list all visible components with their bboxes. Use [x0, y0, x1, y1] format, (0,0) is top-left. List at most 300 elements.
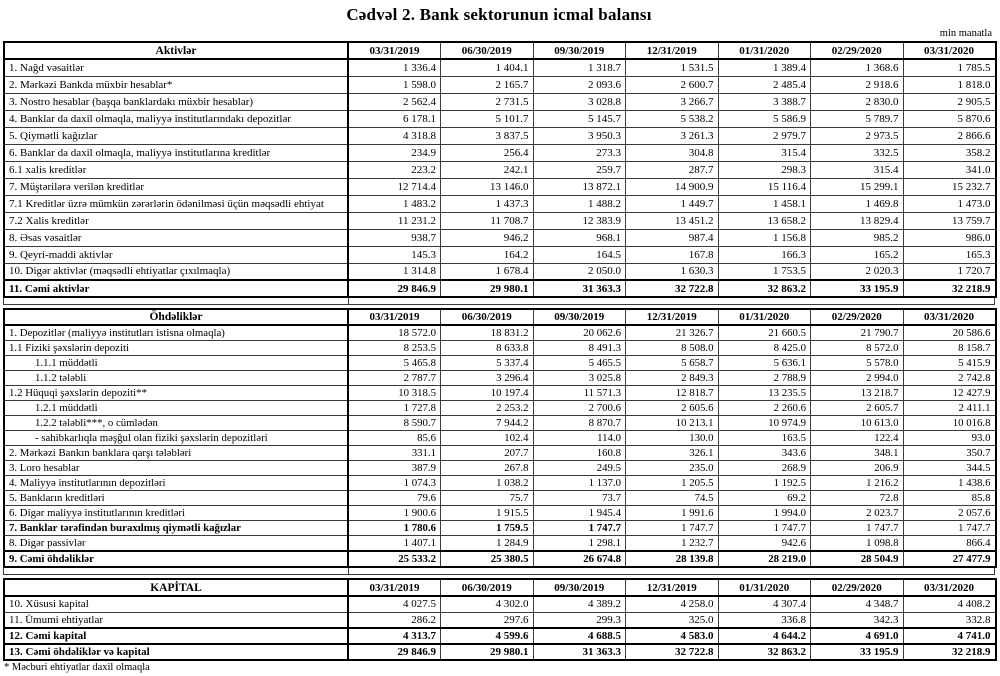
value-cell: 27 477.9 — [903, 551, 996, 567]
table-row — [4, 416, 996, 431]
value-cell: 987.4 — [626, 229, 719, 246]
value-cell: 21 326.7 — [626, 325, 719, 341]
value-cell: 1 038.2 — [441, 476, 534, 491]
row-label: 7. Müştərilərə verilən kreditlər — [4, 178, 348, 195]
value-cell: 25 533.2 — [348, 551, 441, 567]
value-cell: 29 980.1 — [441, 280, 534, 297]
value-cell: 2 918.6 — [811, 76, 904, 93]
value-cell: 2 905.5 — [903, 93, 996, 110]
value-cell: 4 258.0 — [626, 596, 719, 612]
value-cell: 1 216.2 — [811, 476, 904, 491]
section-spacer — [3, 298, 995, 305]
column-header: 01/31/2020 — [718, 42, 811, 59]
row-label: 5. Qiymətli kağızlar — [4, 127, 348, 144]
value-cell: 315.4 — [811, 161, 904, 178]
liabilities-table — [3, 308, 997, 568]
row-label: 10. Xüsusi kapital — [4, 596, 348, 612]
value-cell: 13 872.1 — [533, 178, 626, 195]
value-cell: 286.2 — [348, 612, 441, 628]
value-cell: 145.3 — [348, 246, 441, 263]
column-header: 02/29/2020 — [811, 42, 904, 59]
row-label: 1.1 Fiziki şəxslərin depoziti — [4, 341, 348, 356]
value-cell: 1 747.7 — [533, 521, 626, 536]
value-cell: 8 425.0 — [718, 341, 811, 356]
value-cell: 1 156.8 — [718, 229, 811, 246]
value-cell: 343.6 — [718, 446, 811, 461]
table-row — [4, 536, 996, 552]
value-cell: 1 747.7 — [718, 521, 811, 536]
value-cell: 2 787.7 — [348, 371, 441, 386]
value-cell: 32 218.9 — [903, 644, 996, 660]
value-cell: 249.5 — [533, 461, 626, 476]
value-cell: 5 145.7 — [533, 110, 626, 127]
table-row — [4, 371, 996, 386]
value-cell: 166.3 — [718, 246, 811, 263]
value-cell: 2 600.7 — [626, 76, 719, 93]
row-label: 1. Depozitlər (maliyyə institutları istisna olmaqla) — [4, 325, 348, 341]
value-cell: 2 866.6 — [903, 127, 996, 144]
value-cell: 4 741.0 — [903, 628, 996, 644]
value-cell: 5 465.5 — [533, 356, 626, 371]
table-row — [4, 161, 996, 178]
footnote-cutoff: * Məcburi ehtiyatlar daxil olmaqla — [4, 662, 150, 673]
value-cell: 11 708.7 — [441, 212, 534, 229]
value-cell: 11 571.3 — [533, 386, 626, 401]
value-cell: 13 218.7 — [811, 386, 904, 401]
row-label: 3. Nostro hesablar (başqa banklardakı müxbir hesablar) — [4, 93, 348, 110]
row-label: 1.2.2 tələbli***, o cümlədən — [4, 416, 348, 431]
value-cell: 1 368.6 — [811, 59, 904, 76]
value-cell: 5 789.7 — [811, 110, 904, 127]
value-cell: 5 870.6 — [903, 110, 996, 127]
value-cell: 223.2 — [348, 161, 441, 178]
section-header-capital: KAPİTAL — [4, 579, 348, 596]
value-cell: 165.2 — [811, 246, 904, 263]
value-cell: 1 298.1 — [533, 536, 626, 552]
row-label: 8. Əsas vəsaitlər — [4, 229, 348, 246]
spacer-divider — [348, 568, 349, 574]
value-cell: 12 714.4 — [348, 178, 441, 195]
value-cell: 2 788.9 — [718, 371, 811, 386]
value-cell: 4 691.0 — [811, 628, 904, 644]
value-cell: 1 915.5 — [441, 506, 534, 521]
value-cell: 331.1 — [348, 446, 441, 461]
value-cell: 164.2 — [441, 246, 534, 263]
value-cell: 387.9 — [348, 461, 441, 476]
value-cell: 32 218.9 — [903, 280, 996, 297]
page-title: Cədvəl 2. Bank sektorunun icmal balansı — [346, 5, 652, 24]
value-cell: 32 722.8 — [626, 644, 719, 660]
row-label: 6. Digər maliyyə institutlarının kreditləri — [4, 506, 348, 521]
row-label: 8. Digər passivlər — [4, 536, 348, 552]
value-cell: 3 837.5 — [441, 127, 534, 144]
value-cell: 167.8 — [626, 246, 719, 263]
value-cell: 12 427.9 — [903, 386, 996, 401]
row-label: 3. Loro hesablar — [4, 461, 348, 476]
value-cell: 2 485.4 — [718, 76, 811, 93]
value-cell: 4 307.4 — [718, 596, 811, 612]
value-cell: 21 660.5 — [718, 325, 811, 341]
value-cell: 4 027.5 — [348, 596, 441, 612]
value-cell: 29 846.9 — [348, 644, 441, 660]
value-cell: 5 415.9 — [903, 356, 996, 371]
value-cell: 1 678.4 — [441, 263, 534, 280]
table-row — [4, 280, 996, 297]
value-cell: 267.8 — [441, 461, 534, 476]
value-cell: 2 973.5 — [811, 127, 904, 144]
row-label: 10. Digər aktivlər (məqsədli ehtiyatlar çıxılmaqla) — [4, 263, 348, 280]
value-cell: 2 057.6 — [903, 506, 996, 521]
value-cell: 344.5 — [903, 461, 996, 476]
table-row — [4, 401, 996, 416]
table-row — [4, 628, 996, 644]
value-cell: 942.6 — [718, 536, 811, 552]
value-cell: 4 318.8 — [348, 127, 441, 144]
value-cell: 18 572.0 — [348, 325, 441, 341]
column-header: 06/30/2019 — [441, 42, 534, 59]
row-label: 2. Mərkəzi Bankda müxbir hesablar* — [4, 76, 348, 93]
value-cell: 2 093.6 — [533, 76, 626, 93]
value-cell: 85.8 — [903, 491, 996, 506]
value-cell: 1 991.6 — [626, 506, 719, 521]
value-cell: 74.5 — [626, 491, 719, 506]
value-cell: 2 411.1 — [903, 401, 996, 416]
value-cell: 11 231.2 — [348, 212, 441, 229]
row-label: 13. Cəmi öhdəliklər və kapital — [4, 644, 348, 660]
value-cell: 8 508.0 — [626, 341, 719, 356]
capital-table — [3, 578, 997, 661]
value-cell: 13 658.2 — [718, 212, 811, 229]
value-cell: 13 146.0 — [441, 178, 534, 195]
value-cell: 332.5 — [811, 144, 904, 161]
value-cell: 1 747.7 — [903, 521, 996, 536]
value-cell: 2 742.8 — [903, 371, 996, 386]
column-header: 06/30/2019 — [441, 579, 534, 596]
row-label: 4. Maliyyə institutlarının depozitləri — [4, 476, 348, 491]
value-cell: 10 213.1 — [626, 416, 719, 431]
value-cell: 1 473.0 — [903, 195, 996, 212]
value-cell: 28 504.9 — [811, 551, 904, 567]
value-cell: 122.4 — [811, 431, 904, 446]
value-cell: 130.0 — [626, 431, 719, 446]
table-row — [4, 446, 996, 461]
value-cell: 968.1 — [533, 229, 626, 246]
value-cell: 207.7 — [441, 446, 534, 461]
row-label: 1.1.1 müddətli — [4, 356, 348, 371]
table-row — [4, 476, 996, 491]
value-cell: 1 598.0 — [348, 76, 441, 93]
value-cell: 93.0 — [903, 431, 996, 446]
value-cell: 1 488.2 — [533, 195, 626, 212]
column-header: 02/29/2020 — [811, 579, 904, 596]
value-cell: 8 491.3 — [533, 341, 626, 356]
table-row — [4, 325, 996, 341]
section-header-liabilities: Öhdəliklər — [4, 309, 348, 325]
value-cell: 5 465.8 — [348, 356, 441, 371]
value-cell: 2 260.6 — [718, 401, 811, 416]
value-cell: 33 195.9 — [811, 644, 904, 660]
value-cell: 18 831.2 — [441, 325, 534, 341]
table-row — [4, 263, 996, 280]
value-cell: 10 974.9 — [718, 416, 811, 431]
table-row — [4, 506, 996, 521]
table-row — [4, 229, 996, 246]
value-cell: 2 731.5 — [441, 93, 534, 110]
value-cell: 20 586.6 — [903, 325, 996, 341]
value-cell: 5 538.2 — [626, 110, 719, 127]
row-label: 9. Cəmi öhdəliklər — [4, 551, 348, 567]
value-cell: 10 016.8 — [903, 416, 996, 431]
value-cell: 304.8 — [626, 144, 719, 161]
value-cell: 14 900.9 — [626, 178, 719, 195]
value-cell: 938.7 — [348, 229, 441, 246]
value-cell: 114.0 — [533, 431, 626, 446]
value-cell: 256.4 — [441, 144, 534, 161]
table-row — [4, 341, 996, 356]
value-cell: 28 219.0 — [718, 551, 811, 567]
column-header: 09/30/2019 — [533, 309, 626, 325]
value-cell: 2 605.7 — [811, 401, 904, 416]
row-label: 1.2.1 müddətli — [4, 401, 348, 416]
value-cell: 2 994.0 — [811, 371, 904, 386]
row-label: 1.1.2 tələbli — [4, 371, 348, 386]
value-cell: 164.5 — [533, 246, 626, 263]
value-cell: 1 232.7 — [626, 536, 719, 552]
value-cell: 1 407.1 — [348, 536, 441, 552]
value-cell: 342.3 — [811, 612, 904, 628]
value-cell: 2 020.3 — [811, 263, 904, 280]
column-header: 01/31/2020 — [718, 309, 811, 325]
table-row — [4, 144, 996, 161]
value-cell: 1 404.1 — [441, 59, 534, 76]
value-cell: 73.7 — [533, 491, 626, 506]
value-cell: 13 759.7 — [903, 212, 996, 229]
value-cell: 21 790.7 — [811, 325, 904, 341]
value-cell: 1 747.7 — [811, 521, 904, 536]
value-cell: 5 101.7 — [441, 110, 534, 127]
value-cell: 2 050.0 — [533, 263, 626, 280]
table-row — [4, 461, 996, 476]
row-label: 1. Nağd vəsaitlər — [4, 59, 348, 76]
value-cell: 206.9 — [811, 461, 904, 476]
value-cell: 4 688.5 — [533, 628, 626, 644]
value-cell: 7 944.2 — [441, 416, 534, 431]
value-cell: 985.2 — [811, 229, 904, 246]
value-cell: 341.0 — [903, 161, 996, 178]
row-label: 7.2 Xalis kreditlər — [4, 212, 348, 229]
value-cell: 102.4 — [441, 431, 534, 446]
value-cell: 5 578.0 — [811, 356, 904, 371]
value-cell: 1 759.5 — [441, 521, 534, 536]
value-cell: 1 753.5 — [718, 263, 811, 280]
table-row — [4, 178, 996, 195]
value-cell: 1 205.5 — [626, 476, 719, 491]
column-header: 09/30/2019 — [533, 42, 626, 59]
column-header: 01/31/2020 — [718, 579, 811, 596]
header-row — [4, 309, 996, 325]
value-cell: 12 818.7 — [626, 386, 719, 401]
value-cell: 1 458.1 — [718, 195, 811, 212]
row-label: 5. Bankların kreditləri — [4, 491, 348, 506]
column-header: 03/31/2020 — [903, 42, 996, 59]
value-cell: 866.4 — [903, 536, 996, 552]
value-cell: 348.1 — [811, 446, 904, 461]
value-cell: 1 531.5 — [626, 59, 719, 76]
row-label: 9. Qeyri-maddi aktivlər — [4, 246, 348, 263]
value-cell: 4 408.2 — [903, 596, 996, 612]
value-cell: 3 025.8 — [533, 371, 626, 386]
value-cell: 3 261.3 — [626, 127, 719, 144]
table-row — [4, 93, 996, 110]
value-cell: 79.6 — [348, 491, 441, 506]
value-cell: 12 383.9 — [533, 212, 626, 229]
column-header: 03/31/2020 — [903, 309, 996, 325]
row-label: 11. Ümumi ehtiyatlar — [4, 612, 348, 628]
value-cell: 1 747.7 — [626, 521, 719, 536]
value-cell: 1 192.5 — [718, 476, 811, 491]
table-row — [4, 195, 996, 212]
value-cell: 946.2 — [441, 229, 534, 246]
value-cell: 15 116.4 — [718, 178, 811, 195]
value-cell: 1 945.4 — [533, 506, 626, 521]
value-cell: 273.3 — [533, 144, 626, 161]
value-cell: 4 302.0 — [441, 596, 534, 612]
value-cell: 2 253.2 — [441, 401, 534, 416]
column-header: 03/31/2019 — [348, 579, 441, 596]
table-row — [4, 110, 996, 127]
section-header-assets: Aktivlər — [4, 42, 348, 59]
value-cell: 10 613.0 — [811, 416, 904, 431]
table-row — [4, 356, 996, 371]
value-cell: 4 599.6 — [441, 628, 534, 644]
value-cell: 3 950.3 — [533, 127, 626, 144]
value-cell: 163.5 — [718, 431, 811, 446]
value-cell: 1 318.7 — [533, 59, 626, 76]
value-cell: 336.8 — [718, 612, 811, 628]
value-cell: 26 674.8 — [533, 551, 626, 567]
row-label: 6.1 xalis kreditlər — [4, 161, 348, 178]
value-cell: 31 363.3 — [533, 644, 626, 660]
value-cell: 10 318.5 — [348, 386, 441, 401]
value-cell: 2 605.6 — [626, 401, 719, 416]
column-header: 02/29/2020 — [811, 309, 904, 325]
section-spacer — [3, 568, 995, 575]
value-cell: 8 633.8 — [441, 341, 534, 356]
value-cell: 25 380.5 — [441, 551, 534, 567]
value-cell: 5 337.4 — [441, 356, 534, 371]
value-cell: 325.0 — [626, 612, 719, 628]
table-row — [4, 521, 996, 536]
value-cell: 1 483.2 — [348, 195, 441, 212]
value-cell: 69.2 — [718, 491, 811, 506]
value-cell: 32 863.2 — [718, 644, 811, 660]
value-cell: 2 700.6 — [533, 401, 626, 416]
table-row — [4, 76, 996, 93]
value-cell: 10 197.4 — [441, 386, 534, 401]
column-header: 09/30/2019 — [533, 579, 626, 596]
value-cell: 5 586.9 — [718, 110, 811, 127]
value-cell: 32 863.2 — [718, 280, 811, 297]
value-cell: 28 139.8 — [626, 551, 719, 567]
value-cell: 75.7 — [441, 491, 534, 506]
value-cell: 4 583.0 — [626, 628, 719, 644]
value-cell: 2 849.3 — [626, 371, 719, 386]
value-cell: 160.8 — [533, 446, 626, 461]
value-cell: 3 028.8 — [533, 93, 626, 110]
value-cell: 4 313.7 — [348, 628, 441, 644]
value-cell: 8 572.0 — [811, 341, 904, 356]
table-row — [4, 551, 996, 567]
value-cell: 315.4 — [718, 144, 811, 161]
value-cell: 1 314.8 — [348, 263, 441, 280]
value-cell: 15 299.1 — [811, 178, 904, 195]
value-cell: 2 830.0 — [811, 93, 904, 110]
value-cell: 1 469.8 — [811, 195, 904, 212]
column-header: 03/31/2019 — [348, 309, 441, 325]
row-label: 1.2 Hüquqi şəxslərin depoziti** — [4, 386, 348, 401]
value-cell: 297.6 — [441, 612, 534, 628]
value-cell: 299.3 — [533, 612, 626, 628]
unit-note: min manatla — [939, 28, 992, 39]
row-label: 4. Banklar da daxil olmaqla, maliyyə institutlarındakı depozitlər — [4, 110, 348, 127]
value-cell: 5 658.7 — [626, 356, 719, 371]
table-row — [4, 612, 996, 628]
table-row — [4, 596, 996, 612]
value-cell: 1 438.6 — [903, 476, 996, 491]
value-cell: 3 296.4 — [441, 371, 534, 386]
value-cell: 1 449.7 — [626, 195, 719, 212]
spacer-divider — [348, 298, 349, 304]
value-cell: 6 178.1 — [348, 110, 441, 127]
value-cell: 33 195.9 — [811, 280, 904, 297]
value-cell: 4 389.2 — [533, 596, 626, 612]
value-cell: 13 235.5 — [718, 386, 811, 401]
row-label: 6. Banklar da daxil olmaqla, maliyyə institutlarına kreditlər — [4, 144, 348, 161]
value-cell: 287.7 — [626, 161, 719, 178]
table-row — [4, 386, 996, 401]
value-cell: 15 232.7 — [903, 178, 996, 195]
value-cell: 8 870.7 — [533, 416, 626, 431]
column-header: 12/31/2019 — [626, 579, 719, 596]
value-cell: 72.8 — [811, 491, 904, 506]
value-cell: 85.6 — [348, 431, 441, 446]
value-cell: 2 165.7 — [441, 76, 534, 93]
value-cell: 242.1 — [441, 161, 534, 178]
value-cell: 1 994.0 — [718, 506, 811, 521]
value-cell: 32 722.8 — [626, 280, 719, 297]
value-cell: 332.8 — [903, 612, 996, 628]
value-cell: 268.9 — [718, 461, 811, 476]
value-cell: 31 363.3 — [533, 280, 626, 297]
value-cell: 1 336.4 — [348, 59, 441, 76]
table-row — [4, 127, 996, 144]
value-cell: 3 266.7 — [626, 93, 719, 110]
value-cell: 1 284.9 — [441, 536, 534, 552]
value-cell: 1 137.0 — [533, 476, 626, 491]
value-cell: 298.3 — [718, 161, 811, 178]
value-cell: 8 158.7 — [903, 341, 996, 356]
column-header: 03/31/2020 — [903, 579, 996, 596]
value-cell: 4 348.7 — [811, 596, 904, 612]
value-cell: 2 562.4 — [348, 93, 441, 110]
table-row — [4, 246, 996, 263]
value-cell: 1 074.3 — [348, 476, 441, 491]
value-cell: 20 062.6 — [533, 325, 626, 341]
value-cell: 259.7 — [533, 161, 626, 178]
row-label: 12. Cəmi kapital — [4, 628, 348, 644]
value-cell: 1 437.3 — [441, 195, 534, 212]
column-header: 12/31/2019 — [626, 309, 719, 325]
